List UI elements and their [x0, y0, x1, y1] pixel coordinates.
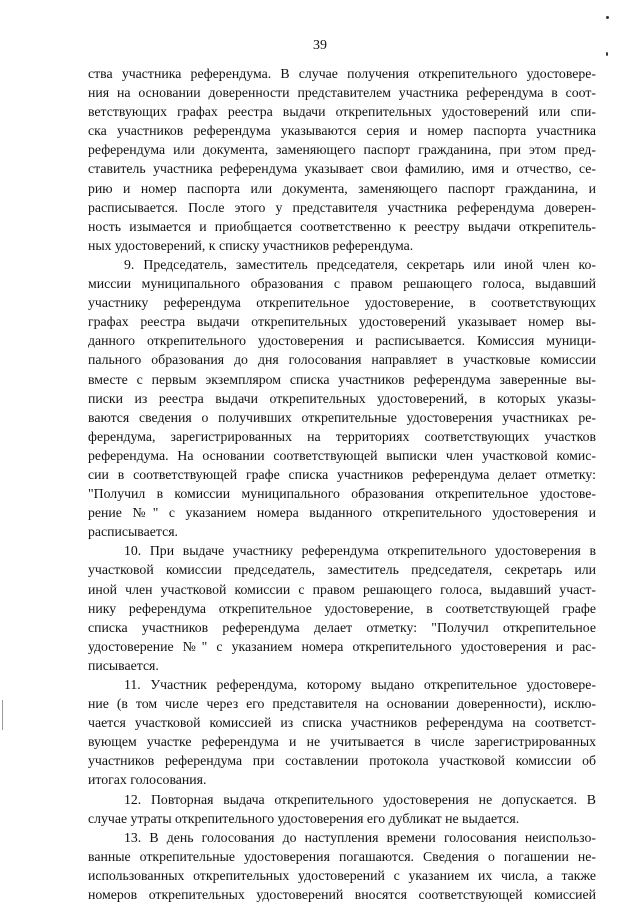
- text-line: рение №" с указанием номера выданного открепительного удостоверения и: [88, 505, 596, 521]
- scan-speck-right: [606, 52, 608, 56]
- text-line: ность изымается и приобщается соответственно к реестру выдачи открепитель-: [88, 218, 596, 234]
- text-line: вместе с первым экземпляром списка участников референдума заверенные вы-: [88, 371, 596, 387]
- text-line: ваются сведения о получивших открепительные удостоверения участниках ре-: [88, 409, 596, 425]
- scan-margin-mark: [2, 700, 3, 730]
- document-body: [88, 64, 596, 904]
- text-line: рию и номер паспорта или документа, заменяющего паспорт гражданина, и: [88, 180, 596, 196]
- text-line: ставитель участника референдума указывает свои фамилию, имя и отчество, се-: [88, 161, 596, 177]
- text-line: вующем участке референдума и не учитывается в числе зарегистрированных: [88, 734, 596, 750]
- text-line: ветствующих графах реестра выдачи открепительных удостоверений или спи-: [88, 104, 596, 120]
- text-line: использованных открепительных удостоверений с указанием их числа, а также: [88, 867, 596, 883]
- text-line: писки из реестра выдачи открепительных удостоверений, в которых указы-: [88, 390, 596, 406]
- text-line: ных удостоверений, к списку участников референдума.: [88, 237, 414, 253]
- text-line: расписывается.: [88, 524, 179, 540]
- page-number: 39: [313, 38, 327, 53]
- paragraph-p9: [88, 255, 596, 541]
- text-line: чается участковой комиссией из списка участников референдума на соответст-: [88, 715, 596, 731]
- text-line: списка участников референдума делает отметку: "Получил открепительное: [88, 619, 596, 635]
- text-line: ферендума, зарегистрированных на территориях соответствующих участков: [88, 428, 596, 444]
- text-line: удостоверение №" с указанием номера открепительного удостоверения и рас-: [88, 638, 596, 654]
- text-line: расписывается. После этого у представителя участника референдума доверен-: [88, 199, 596, 215]
- text-line: нику референдума открепительное удостоверение, в соответствующей графе: [88, 600, 596, 616]
- text-line: миссии муниципального образования с правом решающего голоса, выдавший: [88, 276, 596, 292]
- text-line: "Получил в комиссии муниципального образования открепительное удостове-: [88, 486, 596, 502]
- text-line: ства участника референдума. В случае получения открепительного удостовере-: [88, 66, 596, 81]
- text-line: ска участников референдума указываются серия и номер паспорта участника: [88, 123, 596, 139]
- text-line: ния на основании доверенности представителем участника референдума в соот-: [88, 85, 596, 101]
- text-line: иной член участковой комиссии с правом решающего голоса, выдавший участ-: [88, 581, 596, 597]
- paragraph-p8-continued: [88, 64, 596, 255]
- scan-speck-top: [606, 16, 609, 19]
- text-line: сии в соответствующей графе списка участников референдума делает отметку:: [88, 466, 596, 482]
- text-line: писывается.: [88, 657, 159, 673]
- text-line: 9. Председатель, заместитель председателя, секретарь или иной член ко-: [124, 256, 596, 272]
- text-line: 11. Участник референдума, которому выдано открепительное удостовере-: [124, 677, 596, 692]
- text-line: референдума. На основании соответствующей выписки член участковой комис-: [88, 447, 596, 463]
- text-line: участнику референдума открепительное удостоверение, в соответствующих: [88, 295, 596, 311]
- text-line: 12. Повторная выдача открепительного удостоверения не допускается. В: [124, 791, 596, 807]
- text-line: пального образования до дня голосования направляет в участковые комиссии: [88, 352, 596, 368]
- text-line: 10. При выдаче участнику референдума открепительного удостоверения в: [124, 543, 596, 559]
- paragraph-p12: [88, 790, 596, 828]
- paragraph-p11: [88, 675, 596, 790]
- text-line: участковой комиссии председатель, заместитель председателя, секретарь или: [88, 562, 596, 578]
- text-line: данного открепительного удостоверения и расписывается. Комиссия муници-: [88, 333, 596, 349]
- paragraph-p13: [88, 828, 596, 904]
- text-line: ванные открепительные удостоверения погашаются. Сведения о погашении не-: [88, 848, 596, 864]
- text-line: участников референдума при составлении протокола участковой комиссии об: [88, 753, 596, 769]
- text-line: ние (в том числе через его представителя на основании доверенности), исклю-: [88, 696, 596, 712]
- paragraph-p10: [88, 541, 596, 675]
- text-line: итогах голосования.: [88, 772, 207, 788]
- text-line: случае утраты открепительного удостоверения его дубликат не выдается.: [88, 810, 520, 826]
- text-line: 13. В день голосования до наступления времени голосования неиспользо-: [124, 829, 596, 845]
- text-line: номеров открепительных удостоверений вносятся соответствующей комиссией: [88, 887, 596, 903]
- text-line: референдума или документа, заменяющего паспорт гражданина, при этом пред-: [88, 142, 596, 158]
- text-line: графах реестра выдачи открепительных удостоверений указывает номер вы-: [88, 314, 596, 330]
